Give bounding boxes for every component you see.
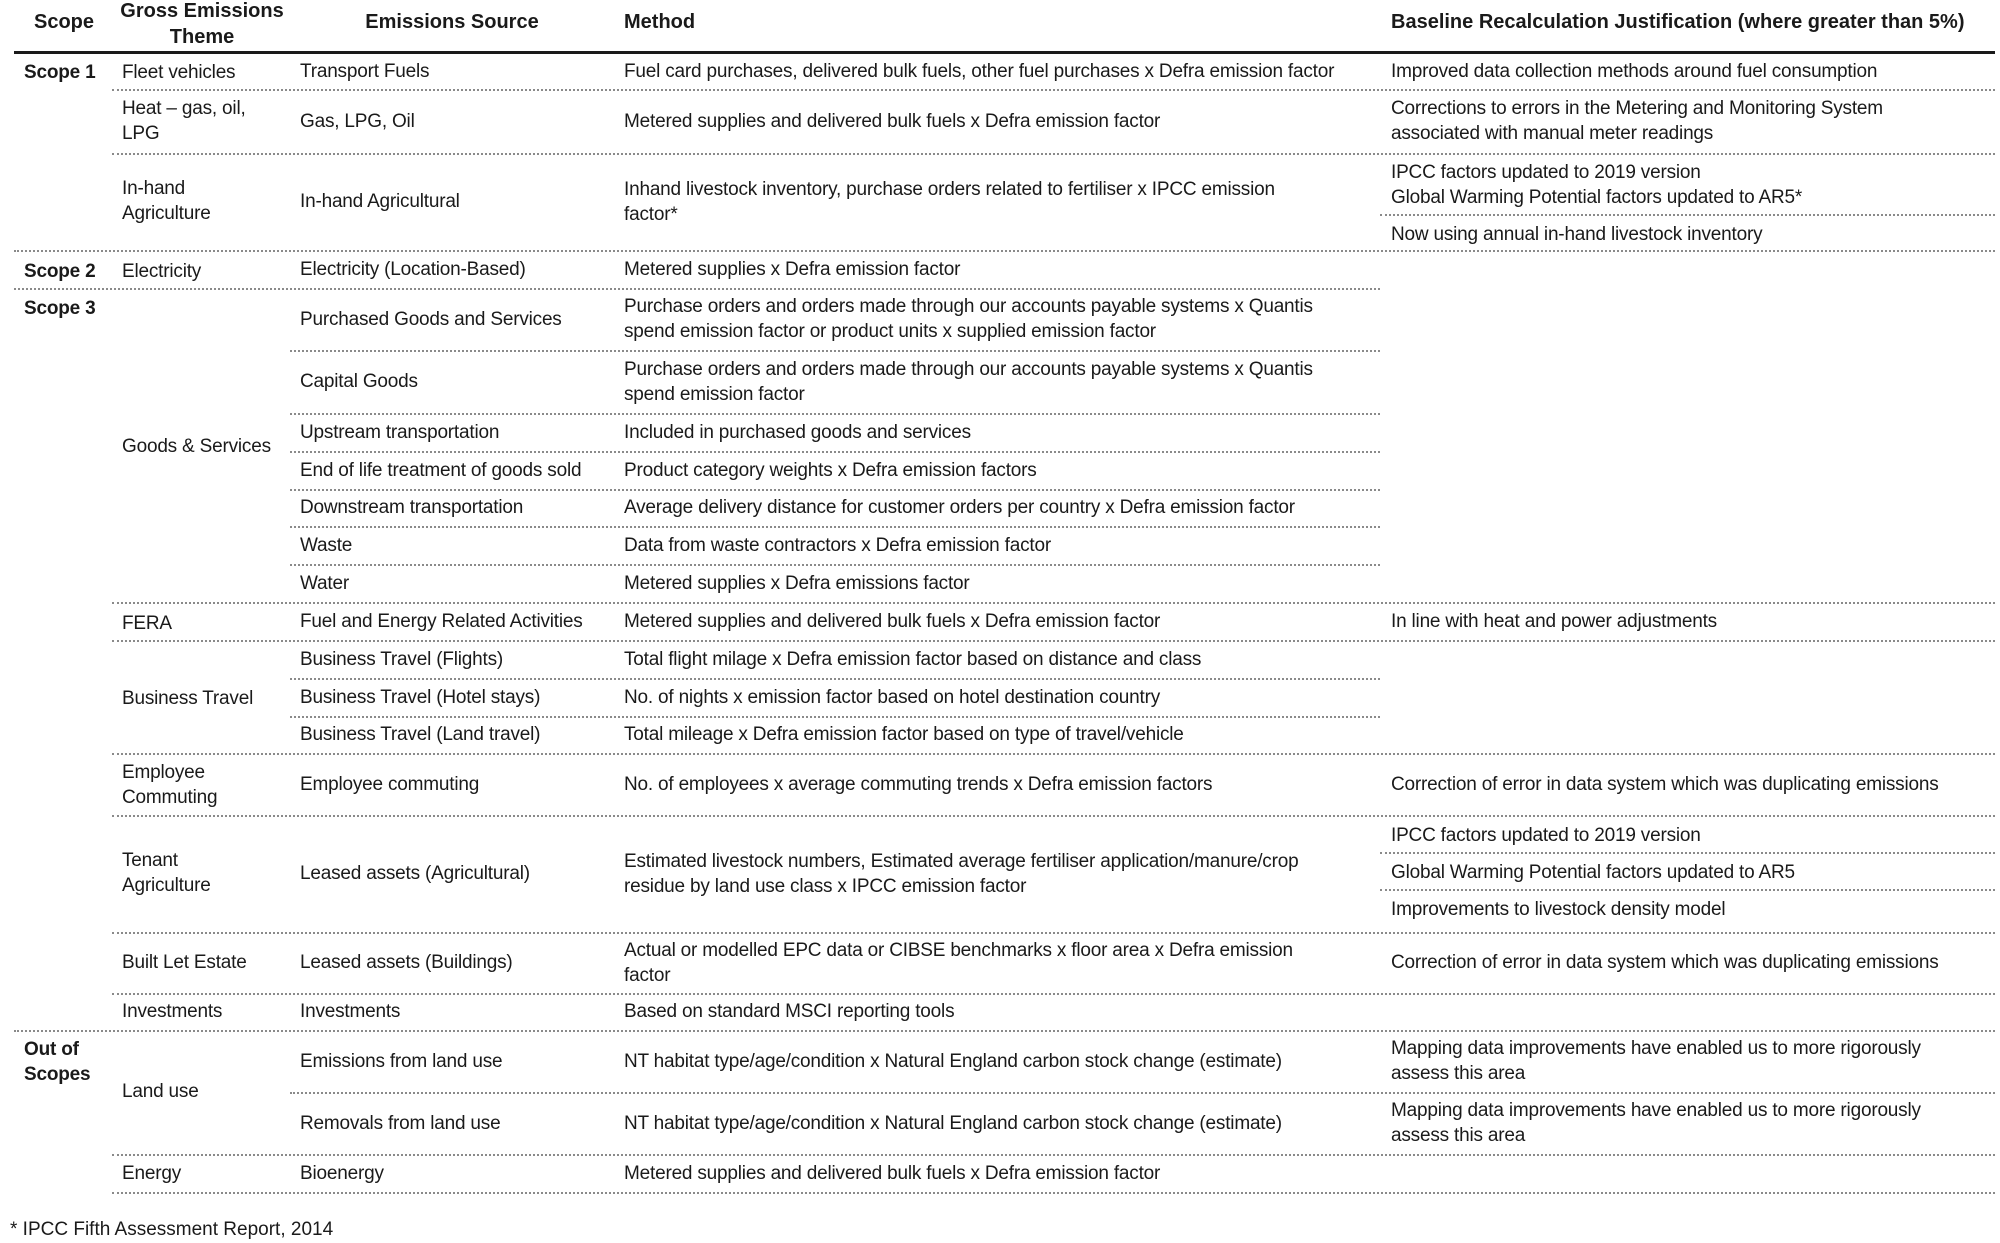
theme-cell: Business Travel	[122, 688, 254, 709]
header-source: Emissions Source	[365, 11, 539, 33]
method-cell: residue by land use class x IPCC emission factor	[624, 875, 1027, 897]
theme-cell: In-hand	[122, 178, 186, 199]
method-cell: factor	[624, 964, 671, 986]
row-divider	[112, 1192, 1995, 1194]
method-cell: Estimated livestock numbers, Estimated average fertiliser application/manure/crop	[624, 850, 1299, 872]
row-divider	[290, 350, 1380, 352]
justification-cell: IPCC factors updated to 2019 version	[1391, 825, 1701, 846]
theme-cell: LPG	[122, 123, 160, 144]
row-divider	[112, 993, 1995, 995]
method-cell: No. of nights x emission factor based on hotel destination country	[624, 686, 1161, 708]
justification-cell: Improved data collection methods around fuel consumption	[1391, 61, 1878, 82]
scope-label-out-line2: Scopes	[24, 1064, 91, 1085]
justification-cell: IPCC factors updated to 2019 version	[1391, 162, 1701, 183]
justification-cell: associated with manual meter readings	[1391, 123, 1714, 144]
method-cell: Based on standard MSCI reporting tools	[624, 1001, 955, 1022]
justification-cell: Mapping data improvements have enabled us to more rigorously	[1391, 1100, 1921, 1121]
method-cell: spend emission factor or product units x supplied emission factor	[624, 321, 1156, 342]
justification-cell: Correction of error in data system which was duplicating emissions	[1391, 773, 1939, 795]
row-divider	[112, 932, 1995, 934]
theme-cell: Commuting	[122, 787, 218, 808]
header-method: Method	[624, 11, 696, 33]
theme-cell: Agriculture	[122, 203, 211, 224]
justification-cell: In line with heat and power adjustments	[1391, 610, 1717, 632]
theme-cell: FERA	[122, 613, 172, 634]
method-cell: Total flight milage x Defra emission factor based on distance and class	[624, 648, 1202, 670]
row-divider	[112, 602, 1995, 604]
row-divider	[112, 640, 1995, 642]
method-cell: Average delivery distance for customer orders per country x Defra emission factor	[624, 497, 1295, 518]
method-cell: Included in purchased goods and services	[624, 421, 971, 443]
method-cell: spend emission factor	[624, 383, 805, 405]
source-cell: Downstream transportation	[300, 497, 524, 518]
method-cell: Product category weights x Defra emission factors	[624, 459, 1037, 481]
footnote: * IPCC Fifth Assessment Report, 2014	[10, 1219, 334, 1240]
theme-cell: Energy	[122, 1163, 182, 1184]
method-cell: Metered supplies x Defra emissions factor	[624, 572, 970, 594]
row-divider	[290, 1092, 1995, 1094]
method-cell: No. of employees x average commuting trends x Defra emission factors	[624, 773, 1213, 795]
method-cell: Data from waste contractors x Defra emission factor	[624, 534, 1051, 556]
scope-label-3: Scope 3	[24, 298, 96, 319]
source-cell: In-hand Agricultural	[300, 191, 460, 212]
row-divider	[290, 564, 1380, 566]
row-divider	[14, 288, 1380, 290]
theme-cell: Fleet vehicles	[122, 62, 236, 83]
method-cell: Purchase orders and orders made through our accounts payable systems x Quantis	[624, 358, 1313, 380]
row-divider	[290, 526, 1380, 528]
header-theme-line2: Theme	[169, 26, 235, 48]
row-divider	[290, 413, 1380, 415]
theme-cell: Investments	[122, 1001, 223, 1022]
justification-cell: assess this area	[1391, 1125, 1526, 1146]
source-cell: Leased assets (Buildings)	[300, 952, 513, 973]
scope-label-out-of-scopes	[24, 1037, 90, 1087]
method-cell: Actual or modelled EPC data or CIBSE benchmarks x floor area x Defra emission	[624, 939, 1293, 961]
source-cell: Leased assets (Agricultural)	[300, 863, 530, 884]
method-cell: Inhand livestock inventory, purchase orders related to fertiliser x IPCC emission	[624, 178, 1275, 200]
method-cell: NT habitat type/age/condition x Natural England carbon stock change (estimate)	[624, 1112, 1282, 1134]
source-cell: Water	[300, 572, 349, 594]
justification-cell: Mapping data improvements have enabled us to more rigorously	[1391, 1038, 1921, 1059]
theme-cell: Agriculture	[122, 875, 211, 896]
source-cell: Business Travel (Flights)	[300, 648, 504, 670]
row-divider	[290, 451, 1380, 453]
row-divider	[290, 716, 1380, 718]
row-divider	[290, 678, 1380, 680]
source-cell: Waste	[300, 534, 353, 556]
source-cell: Bioenergy	[300, 1162, 384, 1184]
method-cell: NT habitat type/age/condition x Natural England carbon stock change (estimate)	[624, 1050, 1282, 1072]
scope-label-2: Scope 2	[24, 261, 96, 282]
method-cell: Metered supplies and delivered bulk fuels x Defra emission factor	[624, 610, 1161, 632]
row-divider	[1380, 889, 1995, 891]
method-cell: Purchase orders and orders made through our accounts payable systems x Quantis	[624, 296, 1313, 317]
theme-cell: Tenant	[122, 850, 178, 871]
source-cell: Business Travel (Hotel stays)	[300, 686, 541, 708]
source-cell: Gas, LPG, Oil	[300, 110, 415, 132]
row-divider	[1380, 852, 1995, 854]
justification-cell: Global Warming Potential factors updated to AR5	[1391, 862, 1795, 883]
justification-cell: assess this area	[1391, 1063, 1526, 1084]
header-scope: Scope	[33, 11, 95, 33]
theme-cell: Employee	[122, 762, 205, 783]
method-cell: Total mileage x Defra emission factor based on type of travel/vehicle	[624, 724, 1184, 745]
row-divider	[1380, 214, 1995, 216]
theme-cell: Built Let Estate	[122, 952, 247, 973]
method-cell: Metered supplies x Defra emission factor	[624, 258, 961, 280]
header-rule	[14, 51, 1995, 54]
justification-cell: Improvements to livestock density model	[1391, 899, 1726, 920]
source-cell: Capital Goods	[300, 371, 418, 392]
scope-label-1: Scope 1	[24, 62, 96, 83]
source-cell: Purchased Goods and Services	[300, 308, 562, 330]
method-cell: Metered supplies and delivered bulk fuels x Defra emission factor	[624, 110, 1161, 132]
theme-cell: Land use	[122, 1081, 199, 1102]
justification-cell: Global Warming Potential factors updated to AR5*	[1391, 187, 1803, 208]
source-cell: Upstream transportation	[300, 421, 500, 443]
row-divider	[112, 89, 1995, 91]
row-divider	[14, 1030, 1995, 1032]
source-cell: Employee commuting	[300, 773, 480, 795]
source-cell: Fuel and Energy Related Activities	[300, 610, 583, 632]
row-divider	[14, 250, 1995, 252]
method-cell: factor*	[624, 203, 678, 225]
header-theme-line1: Gross Emissions	[120, 0, 284, 22]
justification-cell: Now using annual in-hand livestock inventory	[1391, 224, 1763, 245]
row-divider	[112, 815, 1995, 817]
theme-cell: Heat – gas, oil,	[122, 98, 246, 119]
header-justification: Baseline Recalculation Justification (where greater than 5%)	[1391, 11, 1965, 33]
header-theme	[112, 0, 292, 50]
scope-label-out-line1: Out of	[24, 1039, 79, 1060]
row-divider	[112, 153, 1995, 155]
source-cell: Investments	[300, 1001, 401, 1022]
theme-cell: Goods & Services	[122, 436, 271, 457]
theme-cell: Electricity	[122, 261, 202, 282]
row-divider	[112, 1154, 1995, 1156]
source-cell: Transport Fuels	[300, 61, 430, 82]
source-cell: Removals from land use	[300, 1112, 501, 1134]
row-divider	[290, 489, 1380, 491]
source-cell: End of life treatment of goods sold	[300, 459, 582, 481]
method-cell: Fuel card purchases, delivered bulk fuels, other fuel purchases x Defra emission factor	[624, 61, 1335, 82]
source-cell: Business Travel (Land travel)	[300, 724, 541, 745]
row-divider	[112, 753, 1995, 755]
source-cell: Electricity (Location-Based)	[300, 258, 526, 280]
justification-cell: Corrections to errors in the Metering and Monitoring System	[1391, 98, 1883, 119]
source-cell: Emissions from land use	[300, 1050, 503, 1072]
method-cell: Metered supplies and delivered bulk fuels x Defra emission factor	[624, 1162, 1161, 1184]
justification-cell: Correction of error in data system which was duplicating emissions	[1391, 952, 1939, 973]
